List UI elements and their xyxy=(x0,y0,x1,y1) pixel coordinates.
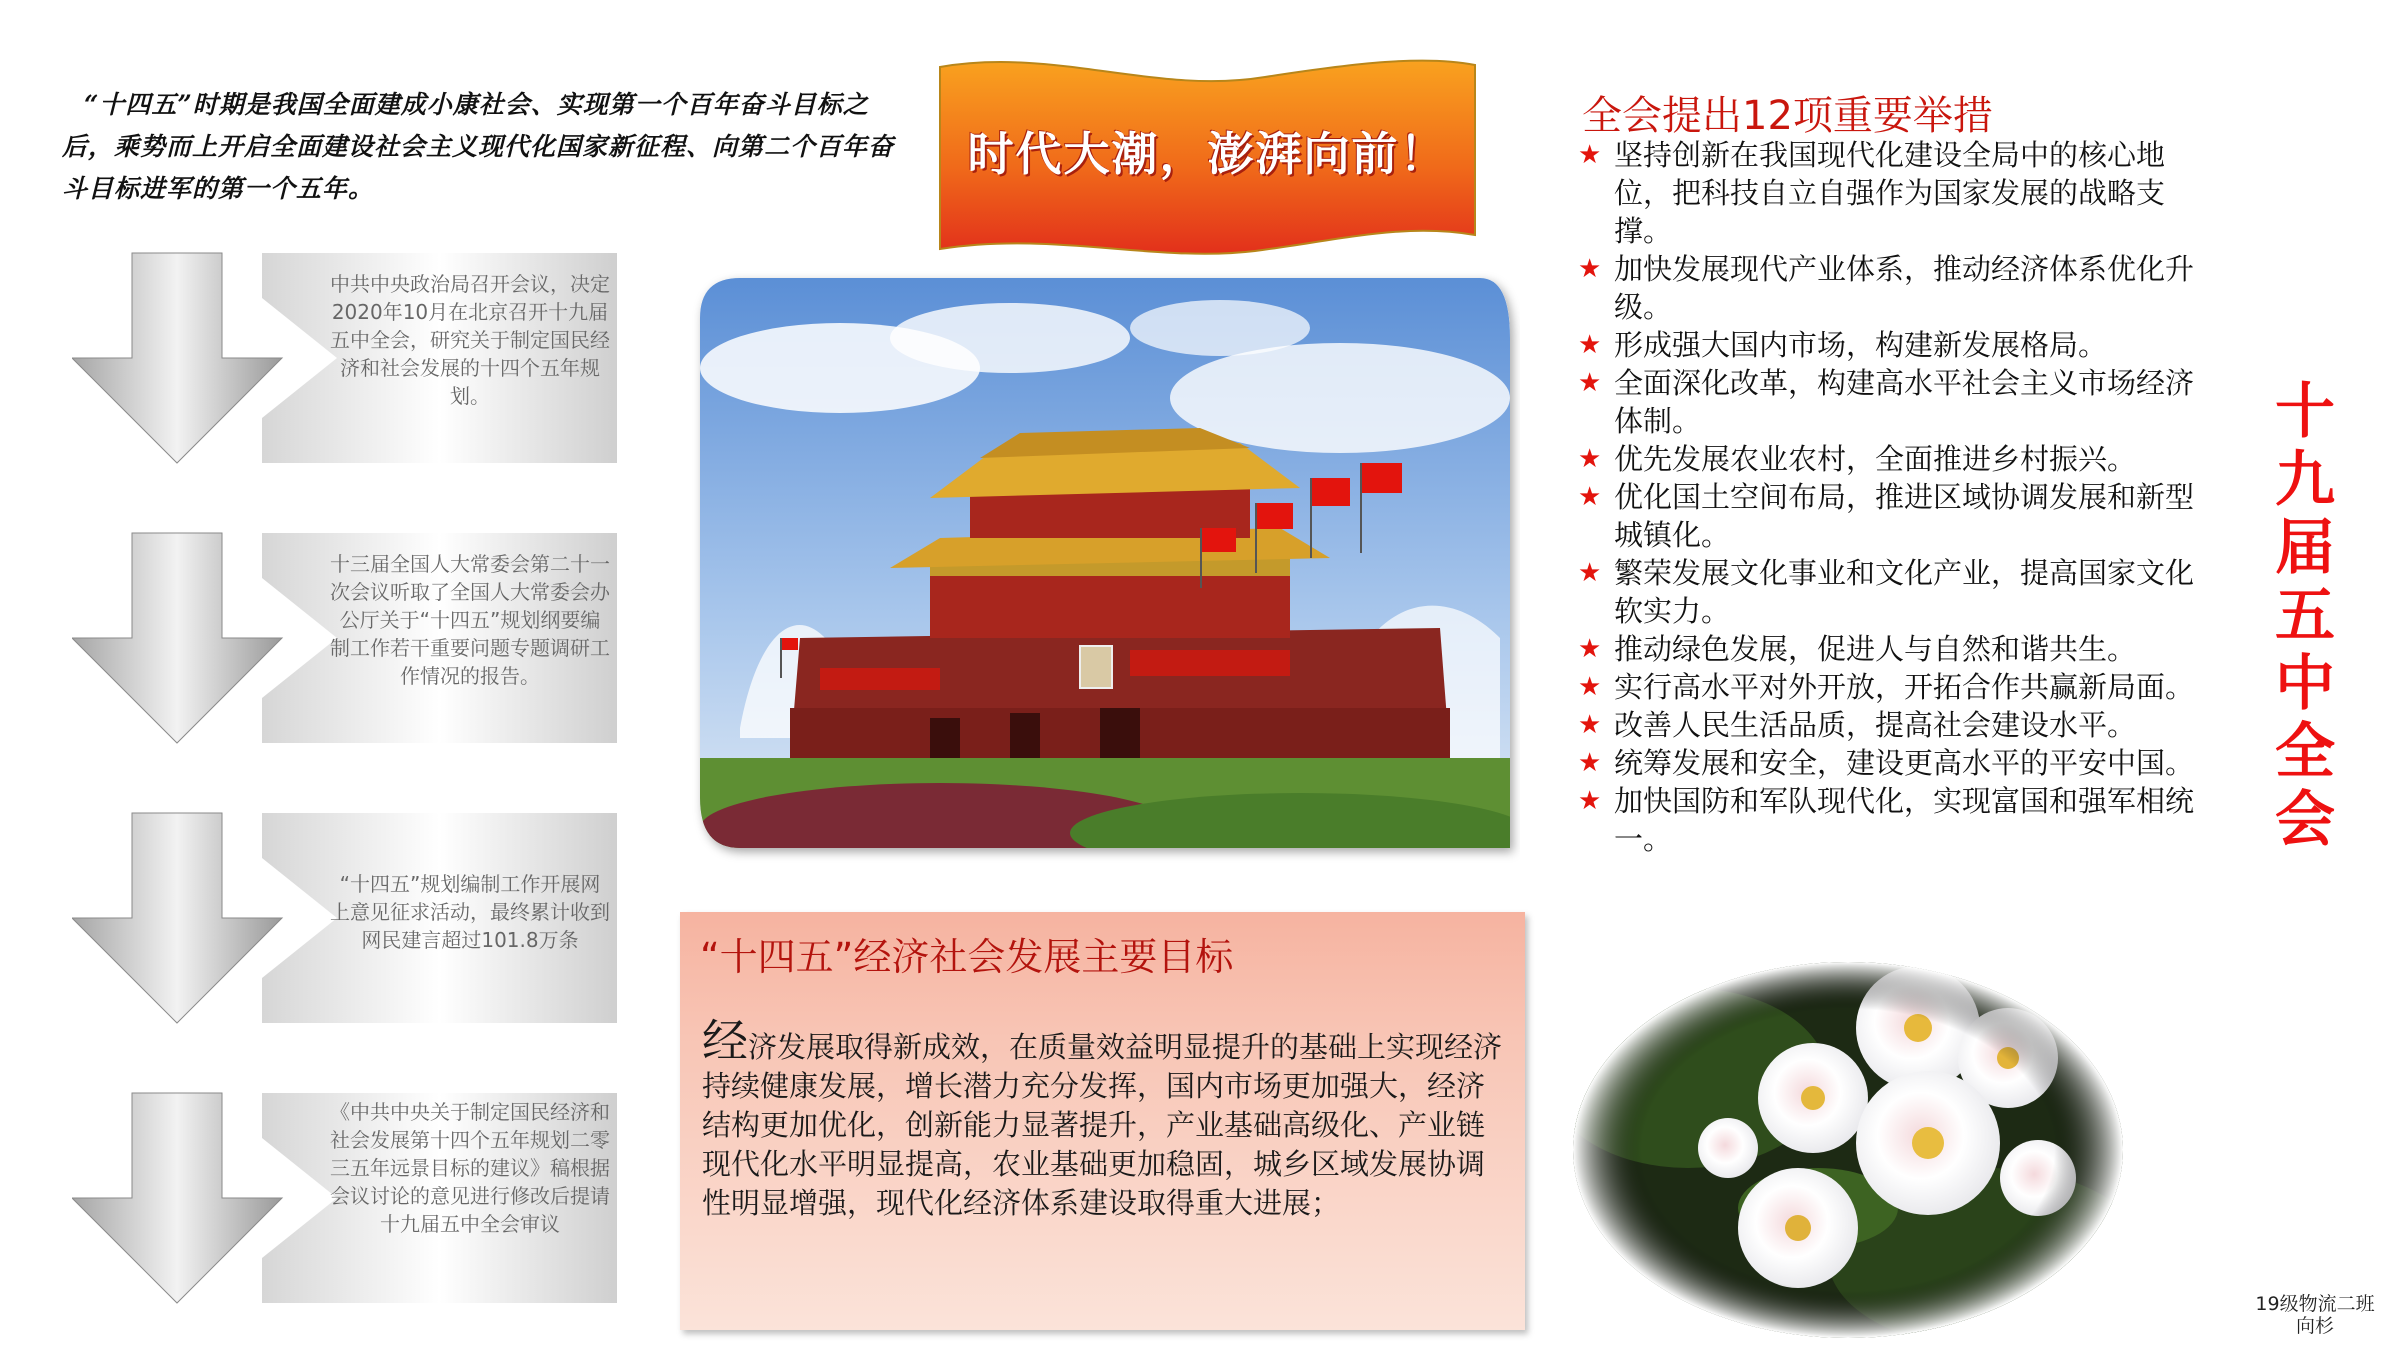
list-item: ★ 优化国土空间布局，推进区域协调发展和新型城镇化。 xyxy=(1578,480,2195,552)
goals-body xyxy=(702,1014,1503,1223)
star-icon: ★ xyxy=(1578,786,1602,816)
timeline-step-text: 十三届全国人大常委会第二十一次会议听取了全国人大常委会办公厅关于“十四五”规划纲要编制工作若干重要问题专题调研工作情况的报告。 xyxy=(330,552,610,688)
star-icon: ★ xyxy=(1578,140,1602,170)
tiananmen-photo xyxy=(680,258,1520,868)
timeline-step-2 xyxy=(72,528,617,748)
star-icon: ★ xyxy=(1578,558,1602,588)
list-item: ★ 加快国防和军队现代化，实现富国和强军相统一。 xyxy=(1578,784,2195,856)
list-item: ★ 改善人民生活品质，提高社会建设水平。 xyxy=(1578,708,2137,742)
goals-drop-cap: 经 xyxy=(702,1014,748,1068)
list-item: ★ 坚持创新在我国现代化建设全局中的核心地位，把科技自立自强作为国家发展的战略支撑。 xyxy=(1578,138,2166,248)
measures-title: 全会提出12项重要举措 xyxy=(1582,93,1993,139)
list-item: ★ 推动绿色发展，促进人与自然和谐共生。 xyxy=(1578,632,2137,666)
timeline-step-text: 中共中央政治局召开会议，决定2020年10月在北京召开十九届五中全会，研究关于制定国民经济和社会发展的十四个五年规划。 xyxy=(330,272,610,408)
timeline-step-3 xyxy=(72,808,617,1028)
star-icon: ★ xyxy=(1578,482,1602,512)
goals-text: 济发展取得新成效，在质量效益明显提升的基础上实现经济持续健康发展，增长潜力充分发挥，国内市场更加强大，经济结构更加优化，创新能力显著提升，产业基础高级化、产业链现代化水平明显提高，农业基础更加稳固，城乡区域发展协调性明显增强，现代化经济体系建设取得重大进展； xyxy=(702,1030,1503,1220)
timeline-step-text: 《中共中央关于制定国民经济和社会发展第十四个五年规划二零三五年远景目标的建议》稿根据会议讨论的意见进行修改后提请十九届五中全会审议 xyxy=(330,1100,610,1236)
star-icon: ★ xyxy=(1578,748,1602,778)
list-item: ★ 繁荣发展文化事业和文化产业，提高国家文化软实力。 xyxy=(1578,556,2195,628)
peony-flowers-image xyxy=(1568,958,2128,1343)
timeline-step-4 xyxy=(72,1088,617,1308)
star-icon: ★ xyxy=(1578,330,1602,360)
goals-title: “十四五”经济社会发展主要目标 xyxy=(700,935,1234,979)
intro-paragraph: “十四五”时期是我国全面建成小康社会、实现第一个百年奋斗目标之后，乘势而上开启全面建设社会主义现代化国家新征程、向第二个百年奋斗目标进军的第一个五年。 xyxy=(62,90,895,203)
star-icon: ★ xyxy=(1578,368,1602,398)
list-item: ★ 全面深化改革，构建高水平社会主义市场经济体制。 xyxy=(1578,366,2195,438)
star-icon: ★ xyxy=(1578,634,1602,664)
timeline-step-1 xyxy=(72,248,617,468)
author-name: 向杉 xyxy=(2295,1315,2334,1337)
goals-panel xyxy=(680,912,1525,1330)
star-icon: ★ xyxy=(1578,254,1602,284)
banner-title: 时代大潮，澎湃向前！ xyxy=(967,127,1448,181)
timeline-step-text: “十四五”规划编制工作开展网上意见征求活动，最终累计收到网民建言超过101.8万条 xyxy=(330,872,610,952)
vertical-title: 十九届五中全会 xyxy=(2275,377,2335,855)
measures-list xyxy=(1578,136,2218,858)
author-class: 19级物流二班 xyxy=(2255,1293,2375,1315)
list-item: ★ 形成强大国内市场，构建新发展格局。 xyxy=(1578,328,2108,362)
star-icon: ★ xyxy=(1578,710,1602,740)
list-item: ★ 统筹发展和安全，建设更高水平的平安中国。 xyxy=(1578,746,2195,780)
star-icon: ★ xyxy=(1578,444,1602,474)
author-credit xyxy=(2230,1293,2400,1337)
star-icon: ★ xyxy=(1578,672,1602,702)
list-item: ★ 加快发展现代产业体系，推动经济体系优化升级。 xyxy=(1578,252,2195,324)
list-item: ★ 实行高水平对外开放，开拓合作共赢新局面。 xyxy=(1578,670,2195,704)
list-item: ★ 优先发展农业农村，全面推进乡村振兴。 xyxy=(1578,442,2137,476)
